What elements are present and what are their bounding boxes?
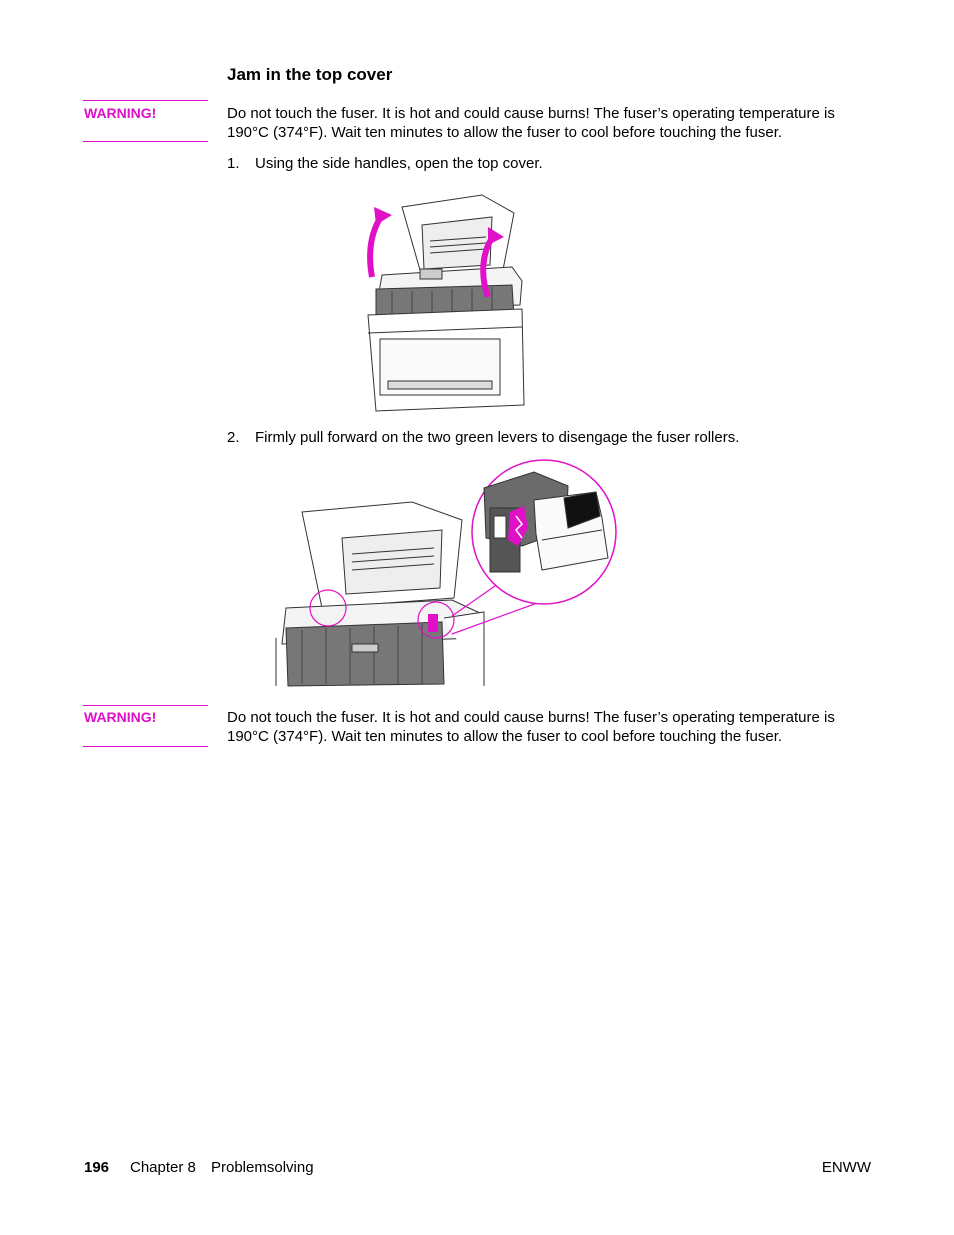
chapter-title: Problemsolving [211, 1159, 314, 1176]
doc-code: ENWW [821, 1159, 871, 1176]
page-number: 196 [84, 1159, 110, 1176]
warning-label: WARNING! [84, 709, 157, 725]
warning-text: Do not touch the fuser. It is hot and could cause burns! The fuser’s operating temperature is 190°C (374°F). Wait ten minutes to allow the fuser to cool before touching the fuser. [227, 105, 835, 141]
warning-bottom-rule [83, 141, 208, 142]
step-1 [227, 155, 543, 172]
warning-top-rule [83, 705, 208, 706]
fuser-levers-illustration [272, 458, 620, 688]
step-text: Using the side handles, open the top cover. [255, 155, 543, 172]
warning-top-rule [83, 100, 208, 101]
step-number: 2. [227, 429, 240, 446]
step-text: Firmly pull forward on the two green levers to disengage the fuser rollers. [255, 429, 740, 446]
printer-open-top-cover-illustration [362, 185, 526, 415]
step-number: 1. [227, 155, 240, 172]
warning-label: WARNING! [84, 105, 157, 121]
chapter-label: Chapter 8 [130, 1159, 196, 1176]
section-title: Jam in the top cover [227, 65, 393, 84]
warning-bottom-rule [83, 746, 208, 747]
step-2 [227, 429, 739, 446]
warning-text: Do not touch the fuser. It is hot and could cause burns! The fuser’s operating temperature is 190°C (374°F). Wait ten minutes to allow the fuser to cool before touching the fuser. [227, 709, 835, 745]
